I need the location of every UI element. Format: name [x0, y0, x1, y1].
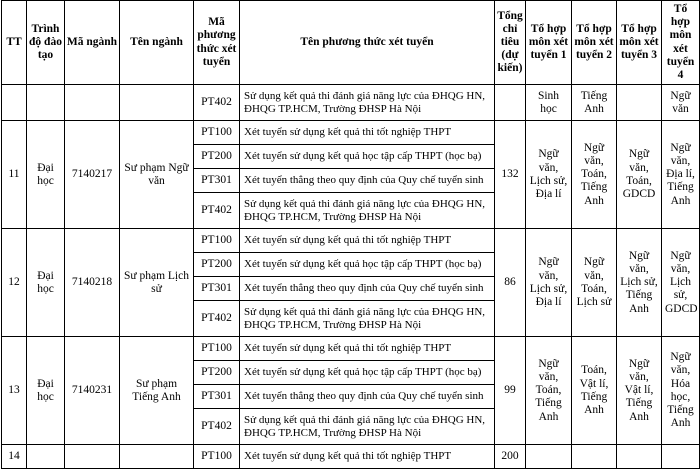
method-code: PT100 [194, 445, 240, 469]
method-code: PT200 [194, 145, 240, 169]
header-method-code: Mã phương thức xét tuyển [194, 1, 240, 85]
table-row [2, 337, 700, 361]
method-desc: Xét tuyển thẳng theo quy định của Quy chế tuyển sinh [240, 277, 495, 301]
combo-4: Ngữ văn, Lịch sử, GDCD [662, 229, 700, 337]
row-major-code: 7140218 [65, 229, 120, 337]
combo-3: Ngữ văn, Vật lí, Tiếng Anh [617, 337, 662, 445]
method-desc: Xét tuyển sử dụng kết quả học tập cấp THPT (học bạ) [240, 145, 495, 169]
combo-3: Ngữ văn, Toán, GDCD [617, 121, 662, 229]
combo-2: Tiếng Anh [572, 85, 617, 121]
method-code: PT200 [194, 253, 240, 277]
combo-2: Toán, Vật lí, Tiếng Anh [572, 337, 617, 445]
header-combo-4: Tổ hợp môn xét tuyển 4 [662, 1, 700, 85]
row-quota: 132 [495, 121, 526, 229]
cell-empty [27, 85, 65, 121]
combo-4: Ngữ văn, Địa lí, Tiếng Anh [662, 121, 700, 229]
method-desc: Sử dụng kết quả thi đánh giá năng lực của ĐHQG HN, ĐHQG TP.HCM, Trường ĐHSP Hà Nội [240, 193, 495, 229]
method-code: PT100 [194, 121, 240, 145]
method-desc: Xét tuyển sử dụng kết quả thi tốt nghiệp THPT [240, 337, 495, 361]
combo-3 [617, 85, 662, 121]
method-desc: Xét tuyển thẳng theo quy định của Quy chế tuyển sinh [240, 169, 495, 193]
table-row [2, 85, 700, 121]
method-desc: Sử dụng kết quả thi đánh giá năng lực của ĐHQG HN, ĐHQG TP.HCM, Trường ĐHSP Hà Nội [240, 409, 495, 445]
row-tt: 12 [2, 229, 27, 337]
row-major-code: 7140231 [65, 337, 120, 445]
method-code: PT301 [194, 169, 240, 193]
method-desc: Xét tuyển sử dụng kết quả thi tốt nghiệp THPT [240, 229, 495, 253]
method-code: PT200 [194, 361, 240, 385]
table-row [2, 229, 700, 253]
combo-2: Ngữ văn, Toán, Lịch sử [572, 229, 617, 337]
row-level: Đại học [27, 121, 65, 229]
method-code: PT402 [194, 301, 240, 337]
row-major-name: Sư phạm Tiếng Anh [120, 337, 194, 445]
combo-1: Sinh học [526, 85, 572, 121]
method-code: PT100 [194, 229, 240, 253]
combo-4: Ngữ văn [662, 85, 700, 121]
method-code: PT301 [194, 385, 240, 409]
method-desc: Xét tuyển sử dụng kết quả học tập cấp THPT (học bạ) [240, 253, 495, 277]
row-quota: 200 [495, 445, 526, 469]
row-level: Đại học [27, 229, 65, 337]
row-tt: 11 [2, 121, 27, 229]
method-desc: Xét tuyển sử dụng kết quả học tập cấp THPT (học bạ) [240, 361, 495, 385]
header-major-name: Tên ngành [120, 1, 194, 85]
header-tt: TT [2, 1, 27, 85]
header-row [2, 1, 700, 85]
admission-table [1, 0, 700, 469]
combo-1: Ngữ văn, Lịch sử, Địa lí [526, 229, 572, 337]
header-level: Trình độ đào tạo [27, 1, 65, 85]
header-combo-2: Tổ hợp môn xét tuyển 2 [572, 1, 617, 85]
combo-2: Ngữ văn, Toán, Tiếng Anh [572, 121, 617, 229]
combo-4: Ngữ văn, Hóa học, Tiếng Anh [662, 337, 700, 445]
combo-3: Ngữ văn, Lịch sử, Tiếng Anh [617, 229, 662, 337]
row-quota: 86 [495, 229, 526, 337]
method-desc: Sử dụng kết quả thi đánh giá năng lực của ĐHQG HN, ĐHQG TP.HCM, Trường ĐHSP Hà Nội [240, 301, 495, 337]
method-code: PT402 [194, 409, 240, 445]
method-desc: Xét tuyển thẳng theo quy định của Quy chế tuyển sinh [240, 385, 495, 409]
cell-empty [120, 85, 194, 121]
cell-empty [65, 85, 120, 121]
combo-1: Ngữ văn, Toán, Tiếng Anh [526, 337, 572, 445]
header-combo-3: Tổ hợp môn xét tuyển 3 [617, 1, 662, 85]
row-tt: 13 [2, 337, 27, 445]
method-code: PT301 [194, 277, 240, 301]
header-method-name: Tên phương thức xét tuyển [240, 1, 495, 85]
row-level: Đại học [27, 337, 65, 445]
row-major-name: Sư phạm Ngữ văn [120, 121, 194, 229]
row-major-code: 7140217 [65, 121, 120, 229]
method-desc: Xét tuyển sử dụng kết quả thi tốt nghiệp THPT [240, 121, 495, 145]
cell-empty [2, 85, 27, 121]
method-desc: Sử dụng kết quả thi đánh giá năng lực của ĐHQG HN, ĐHQG TP.HCM, Trường ĐHSP Hà Nội [240, 85, 495, 121]
method-code: PT100 [194, 337, 240, 361]
header-major-code: Mã ngành [65, 1, 120, 85]
combo-1: Ngữ văn, Lịch sử, Địa lí [526, 121, 572, 229]
table-row [2, 121, 700, 145]
header-combo-1: Tổ hợp môn xét tuyển 1 [526, 1, 572, 85]
method-code: PT402 [194, 193, 240, 229]
row-tt: 14 [2, 445, 27, 469]
row-quota: 99 [495, 337, 526, 445]
header-quota: Tổng chỉ tiêu (dự kiến) [495, 1, 526, 85]
cell-empty [495, 85, 526, 121]
method-desc: Xét tuyển sử dụng kết quả thi tốt nghiệp THPT [240, 445, 495, 469]
method-code: PT402 [194, 85, 240, 121]
row-major-name: Sư phạm Lịch sử [120, 229, 194, 337]
